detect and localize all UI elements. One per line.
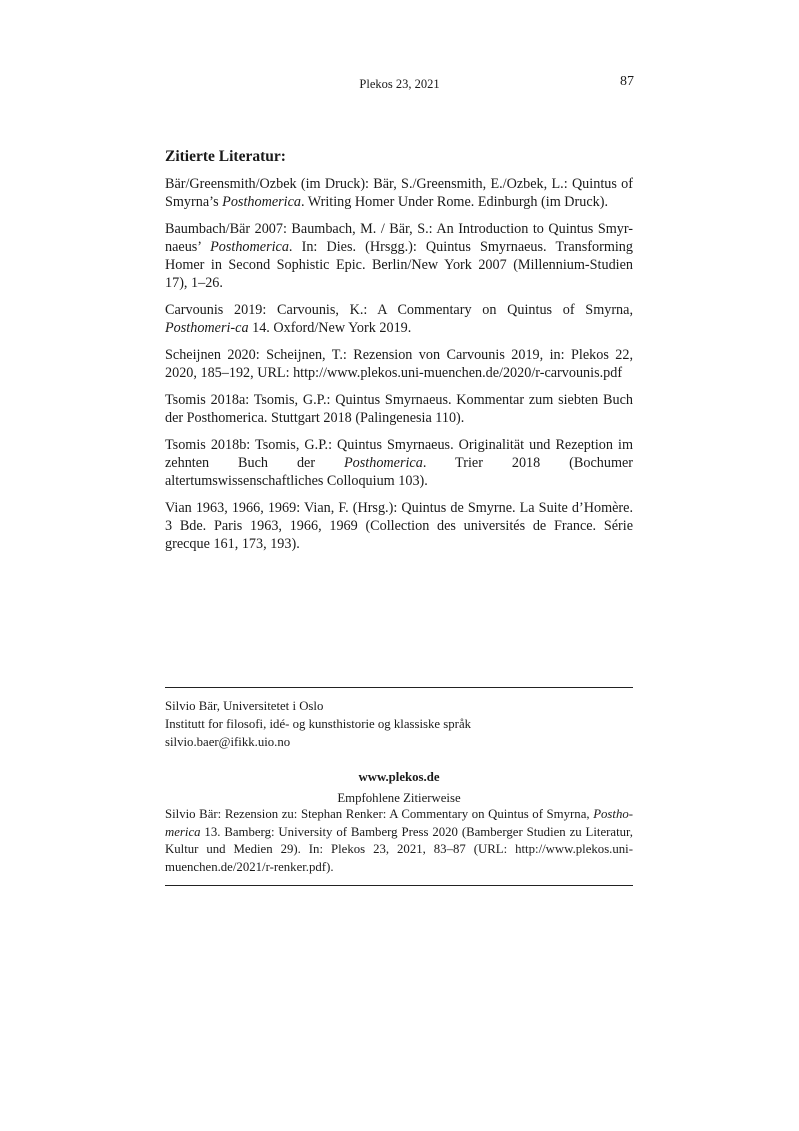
citation-heading: Empfohlene Zitierweise bbox=[337, 791, 461, 805]
reference-entry bbox=[165, 436, 633, 490]
reference-entry bbox=[165, 175, 633, 211]
italic-title: Postho-merica bbox=[165, 807, 633, 839]
divider-top bbox=[165, 687, 633, 688]
main-content bbox=[165, 147, 633, 562]
reference-entry bbox=[165, 301, 633, 337]
running-header bbox=[0, 74, 799, 94]
reference-entry bbox=[165, 499, 633, 553]
citation-text bbox=[165, 806, 633, 876]
text-run: Baumbach/Bär 2007: Baumbach, M. / Bär, S.: An Introduction to Quintus Smyr-naeus’ bbox=[165, 221, 633, 255]
section-title: Zitierte Literatur: bbox=[165, 148, 286, 165]
author-block bbox=[165, 697, 633, 751]
text-run: 13. Bamberg: University of Bamberg Press 2020 (Bamberger Studien zu Literatur, Kultur und Medien 29). In: Plekos 23, 2021, 83–87 (URL: http://www.plekos.uni-muenchen.de/2021/r-renker.pdf). bbox=[165, 824, 633, 874]
italic-title: Posthomerica bbox=[210, 239, 289, 255]
author-institute: Institutt for filosofi, idé- og kunsthistorie og klassiske språk bbox=[165, 717, 472, 731]
italic-title: Posthomerica bbox=[222, 194, 301, 210]
page-number: 87 bbox=[620, 74, 634, 89]
divider-bottom bbox=[165, 885, 633, 886]
text-run: Scheijnen 2020: Scheijnen, T.: Rezension von Carvounis 2019, in: Plekos 22, 2020, 185–192, URL: http://www.plekos.uni-muenchen.de/2020/r-carvounis.pdf bbox=[165, 347, 633, 381]
text-run: . Writing Homer Under Rome. Edinburgh (im Druck). bbox=[300, 194, 609, 210]
text-run: Vian 1963, 1966, 1969: Vian, F. (Hrsg.): Quintus de Smyrne. La Suite d’Homère. 3 Bde. Paris 1963, 1966, 1969 (Collection des universités de France. Série grecque 161, 173, 193). bbox=[165, 500, 633, 552]
text-run: Carvounis 2019: Carvounis, K.: A Commentary on Quintus of Smyrna, bbox=[165, 302, 633, 318]
text-run: . In: Dies. (Hrsgg.): Quintus Smyrnaeus. Transforming Homer in Second Sophistic Epic. Berlin/New York 2007 (Millennium-Studien 17), 1–26. bbox=[165, 239, 633, 291]
text-run: Tsomis 2018b: Tsomis, G.P.: Quintus Smyrnaeus. Originalität und Rezeption im zehnten Buch der bbox=[165, 437, 633, 471]
reference-entry bbox=[165, 220, 633, 292]
author-name: Silvio Bär, Universitetet i Oslo bbox=[165, 699, 324, 713]
text-run: . Trier 2018 (Bochumer altertumswissenschaftliches Colloquium 103). bbox=[165, 455, 633, 489]
reference-list bbox=[165, 175, 633, 553]
italic-title: Posthomerica bbox=[344, 455, 423, 471]
reference-entry bbox=[165, 391, 633, 427]
text-run: 14. Oxford/New York 2019. bbox=[248, 320, 412, 336]
text-run: Bär/Greensmith/Ozbek (im Druck): Bär, S./Greensmith, E./Ozbek, L.: Quintus of Smyrna’s bbox=[165, 176, 633, 210]
author-email[interactable]: silvio.baer@ifikk.uio.no bbox=[165, 735, 291, 749]
website-link[interactable]: www.plekos.de bbox=[358, 770, 440, 784]
italic-title: Posthomeri-ca bbox=[165, 320, 249, 336]
journal-title: Plekos 23, 2021 bbox=[359, 77, 440, 91]
reference-entry bbox=[165, 346, 633, 382]
text-run: Silvio Bär: Rezension zu: Stephan Renker: A Commentary on Quintus of Smyrna, bbox=[165, 807, 594, 821]
text-run: Tsomis 2018a: Tsomis, G.P.: Quintus Smyrnaeus. Kommentar zum siebten Buch der Posthomerica. Stuttgart 2018 (Palingenesia 110). bbox=[165, 392, 633, 426]
